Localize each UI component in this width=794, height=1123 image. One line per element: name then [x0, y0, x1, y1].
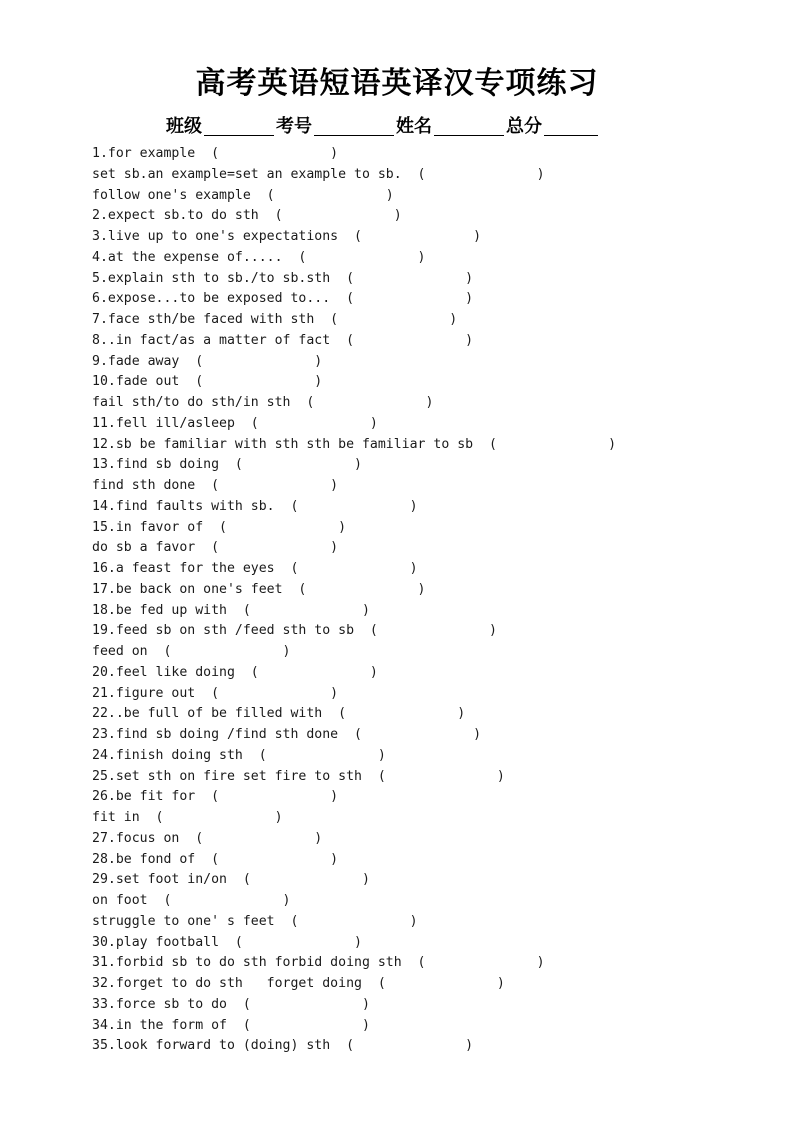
phrase-item: 13.find sb doing ( ) [92, 457, 362, 473]
phrase-item: fit in ( ) [92, 810, 283, 825]
phrase-item: set sb.an example=set an example to sb. ( ) [92, 166, 545, 182]
phrase-item: 9.fade away ( ) [92, 353, 323, 369]
phrase-item: 8..in fact/as a matter of fact ( ) [92, 332, 474, 348]
phrase-item: 2.expect sb.to do sth ( ) [92, 208, 402, 224]
phrase-item: 19.feed sb on sth /feed sth to sb ( ) [92, 623, 497, 639]
phrase-item: on foot ( ) [92, 893, 291, 908]
score-label: 总分 [506, 116, 542, 137]
phrase-item: 6.expose...to be exposed to... ( ) [92, 291, 474, 307]
phrase-item: 3.live up to one's expectations ( ) [92, 229, 482, 244]
phrase-item: 22..be full of be filled with ( ) [92, 706, 466, 722]
phrase-item: 35.look forward to (doing) sth ( ) [92, 1038, 474, 1054]
phrase-item: do sb a favor ( ) [92, 540, 339, 556]
phrase-item: 32.forget to do sth forget doing ( ) [92, 976, 505, 991]
phrase-item: 30.play football ( ) [92, 934, 362, 950]
phrase-item: fail sth/to do sth/in sth ( ) [92, 395, 434, 410]
phrase-item: 7.face sth/be faced with sth ( ) [92, 312, 458, 327]
phrase-item: 16.a feast for the eyes ( ) [92, 561, 418, 576]
number-label: 考号 [276, 116, 312, 137]
score-blank[interactable] [544, 115, 598, 136]
phrase-list [92, 144, 772, 1057]
phrase-item: 21.figure out ( ) [92, 685, 339, 701]
phrase-item: 33.force sb to do ( ) [92, 996, 370, 1012]
phrase-item: 14.find faults with sb. ( ) [92, 498, 418, 514]
phrase-item: 4.at the expense of..... ( ) [92, 249, 426, 265]
phrase-item: 10.fade out ( ) [92, 374, 323, 390]
name-label: 姓名 [396, 116, 432, 137]
class-blank[interactable] [204, 115, 274, 136]
phrase-item: 31.forbid sb to do sth forbid doing sth ( ) [92, 955, 545, 971]
phrase-item: 23.find sb doing /find sth done ( ) [92, 727, 482, 742]
phrase-item: 24.finish doing sth ( ) [92, 747, 386, 763]
phrase-item: 28.be fond of ( ) [92, 851, 339, 867]
phrase-item: 25.set sth on fire set fire to sth ( ) [92, 768, 505, 784]
phrase-item: 26.be fit for ( ) [92, 789, 339, 805]
number-blank[interactable] [314, 115, 394, 136]
student-info-line [166, 112, 600, 138]
page-title: 高考英语短语英译汉专项练习 [195, 66, 599, 101]
phrase-item: 27.focus on ( ) [92, 830, 323, 846]
phrase-item: 18.be fed up with ( ) [92, 602, 370, 618]
phrase-item: 5.explain sth to sb./to sb.sth ( ) [92, 270, 474, 286]
phrase-item: 11.fell ill/asleep ( ) [92, 415, 378, 431]
phrase-item: feed on ( ) [92, 644, 291, 659]
phrase-item: 12.sb be familiar with sth sth be familiar to sb ( ) [92, 436, 617, 452]
phrase-item: 20.feel like doing ( ) [92, 664, 378, 680]
name-blank[interactable] [434, 115, 504, 136]
phrase-item: find sth done ( ) [92, 478, 339, 493]
phrase-item: 34.in the form of ( ) [92, 1017, 370, 1033]
phrase-item: 17.be back on one's feet ( ) [92, 581, 426, 597]
phrase-item: 29.set foot in/on ( ) [92, 872, 370, 888]
phrase-item: struggle to one' s feet ( ) [92, 913, 418, 929]
phrase-item: 15.in favor of ( ) [92, 519, 347, 535]
phrase-item: follow one's example ( ) [92, 187, 394, 203]
class-label: 班级 [166, 116, 202, 137]
phrase-item: 1.for example ( ) [92, 146, 339, 161]
